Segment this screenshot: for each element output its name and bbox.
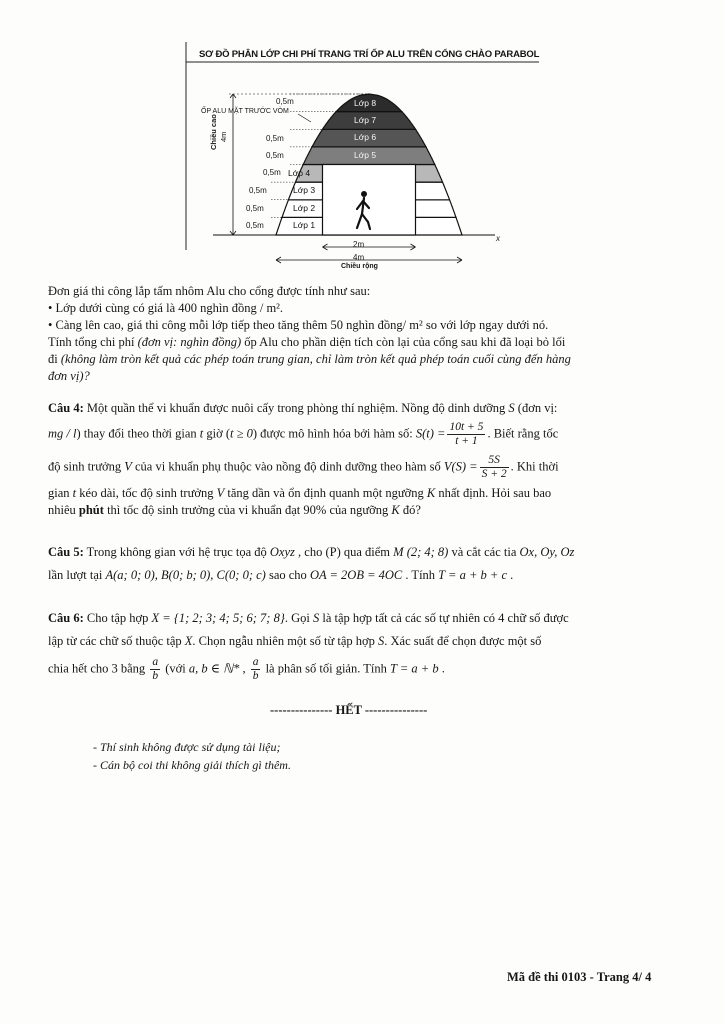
text: (đơn vị: <box>514 401 558 415</box>
fraction-denominator: t + 1 <box>455 435 478 447</box>
dim-arrow-3 <box>457 257 462 260</box>
text: của vi khuẩn phụ thuộc vào nồng độ dinh dưỡng theo hàm số <box>131 459 444 474</box>
q4-label: Câu 4: <box>48 401 84 415</box>
figure-title: SƠ ĐỒ PHÂN LỚP CHI PHÍ TRANG TRÍ ỐP ALU TRÊN CỔNG CHÀO PARABOL <box>199 49 540 60</box>
question-5 <box>48 544 680 584</box>
fraction-numerator: 5S <box>480 454 509 468</box>
text: . Biết rằng tốc <box>487 426 559 441</box>
height-arrow-top <box>233 94 236 98</box>
text: nhiêu <box>48 503 79 517</box>
text: và cắt các tia <box>448 545 520 559</box>
text: kéo dài, tốc độ sinh trưởng <box>76 486 217 500</box>
dim-arrow-3 <box>457 260 462 263</box>
front-label-leader <box>298 114 311 122</box>
text: S <box>312 611 320 625</box>
text: lập từ các chữ số thuộc tập <box>48 634 185 648</box>
text: nhất định. Hỏi sau bao <box>435 486 552 500</box>
intro-line-6: đơn vị)? <box>48 369 90 383</box>
intro-bullet-2 <box>48 317 680 334</box>
text: . Gọi <box>284 611 313 625</box>
layer-2-label: Lớp 2 <box>293 203 316 213</box>
text: sao cho <box>265 568 310 582</box>
text: lần lượt tại <box>48 568 106 582</box>
dim-arrow-0 <box>323 247 328 250</box>
note-1: - Thí sinh không được sử dụng tài liệu; <box>93 740 281 754</box>
text: a, b ∈ ℕ* <box>188 661 240 676</box>
x-axis-letter: x <box>496 234 500 243</box>
parabola-gate-figure <box>183 42 540 274</box>
text: t ≥ 0 <box>229 426 253 441</box>
question-4 <box>48 400 680 519</box>
text: là phân số tối giản. Tính <box>262 661 390 676</box>
text: . Khi thời <box>510 459 559 474</box>
text: (với <box>162 661 189 676</box>
text: đó? <box>399 503 421 517</box>
page-footer: Mã đề thi 0103 - Trang 4/ 4 <box>507 970 652 984</box>
height-arrow-bottom <box>230 231 233 235</box>
dim-arrow-2 <box>276 260 281 263</box>
width-value-label: 4m <box>353 253 365 262</box>
text: Một quần thể vi khuẩn được nuôi cấy trong phòng thí nghiệm. Nồng độ dinh dưỡng <box>83 401 509 415</box>
dim-label-6: 0,5m <box>266 134 284 143</box>
q6-line-1 <box>48 610 680 627</box>
text: nghìn đồng / m². <box>197 301 284 315</box>
text: S <box>508 401 515 415</box>
intro-bullet-1 <box>48 300 680 317</box>
layer-1-label: Lớp 1 <box>293 220 316 230</box>
q6-line-2 <box>48 633 680 650</box>
intro-line-1: Đơn giá thi công lắp tấm nhôm Alu cho cổng được tính như sau: <box>48 284 371 298</box>
fraction-v <box>480 454 509 481</box>
text: V <box>216 486 225 500</box>
dim-arrow-1 <box>411 247 416 250</box>
q4-line-5 <box>48 502 680 519</box>
text: giờ ( <box>203 426 230 441</box>
text: M (2; 4; 8) <box>393 545 449 559</box>
fraction-ab <box>150 656 160 683</box>
text: K <box>426 486 436 500</box>
text: S <box>378 634 385 648</box>
layer-4-label: Lớp 4 <box>288 168 311 178</box>
q4-line-3 <box>48 454 680 481</box>
text: phút <box>78 503 104 517</box>
q5-line-2 <box>48 567 680 584</box>
text: . Tính <box>402 568 439 582</box>
text: thì tốc độ sinh trưởng của vi khuẩn đạt 90% của ngưỡng <box>103 503 392 517</box>
text: X = {1; 2; 3; 4; 5; 6; 7; 8} <box>151 611 285 625</box>
height-arrow-top <box>230 94 233 98</box>
dim-arrow-0 <box>323 244 328 247</box>
fraction-numerator: a <box>152 656 159 668</box>
text: là tập hợp tất cả các số tự nhiên có 4 chữ số được <box>319 611 569 625</box>
dim-arrow-1 <box>411 244 416 247</box>
text: đi <box>48 352 61 366</box>
layer-7-label: Lớp 7 <box>354 115 377 125</box>
dim-label-2: 0,5m <box>246 204 264 213</box>
q6-line-3 <box>48 656 680 683</box>
formula-v: V(S) = <box>443 459 478 474</box>
text: . <box>507 568 514 582</box>
text: T = a + b + c <box>438 568 508 582</box>
layer-3-label: Lớp 3 <box>293 185 316 195</box>
width-axis-label: Chiều rộng <box>341 263 378 270</box>
text: độ sinh trưởng <box>48 459 125 474</box>
text: t <box>199 426 204 441</box>
intro-line-4 <box>48 334 680 351</box>
q6-label: Câu 6: <box>48 611 84 625</box>
text: ốp Alu cho phần diện tích còn lại của cổng sau khi đã loại bỏ lối <box>241 335 566 349</box>
price-step: 50 <box>330 318 343 332</box>
price-base: 400 <box>178 301 197 315</box>
note-2: - Cán bộ coi thi không giải thích gì thêm. <box>93 758 291 772</box>
end-marker: --------------- HẾT --------------- <box>270 703 428 717</box>
text: mg / l <box>48 426 77 441</box>
text: (đơn vị: nghìn đồng) <box>137 335 242 349</box>
text: X <box>184 634 193 648</box>
question-6 <box>48 610 680 683</box>
q4-line-2 <box>48 421 680 448</box>
fraction-ab-2 <box>251 656 261 683</box>
fraction-s <box>447 421 485 448</box>
text: Cho tập hợp <box>83 611 152 625</box>
fraction-numerator: 10t + 5 <box>449 421 484 433</box>
q4-line-1 <box>48 400 680 417</box>
text: nghìn đồng/ m² so với lớp ngay dưới nó. <box>342 318 549 332</box>
gate-diagram <box>183 42 513 274</box>
fraction-denominator: b <box>252 670 259 682</box>
text: gian <box>48 486 73 500</box>
layer-6-label: Lớp 6 <box>354 132 377 142</box>
q4-line-4 <box>48 485 680 502</box>
exam-notes <box>93 738 291 774</box>
text: V <box>124 459 132 474</box>
dim-label-3: 0,5m <box>249 186 267 195</box>
dim-arrow-2 <box>276 257 281 260</box>
height-arrow-bottom <box>233 231 236 235</box>
layer-5-label: Lớp 5 <box>354 150 377 160</box>
text: • Lớp dưới cùng có giá là <box>48 301 179 315</box>
text: (không làm tròn kết quả các phép toán trung gian, chỉ làm tròn kết quả phép toán cuối cùng đến hàng <box>60 352 571 366</box>
dim-label-5: 0,5m <box>266 151 284 160</box>
height-axis-value: 4m <box>219 131 228 142</box>
dim-label-4: 0,5m <box>263 168 281 177</box>
front-alu-label: ỐP ALU MẶT TRƯỚC VÒM <box>201 108 289 115</box>
text: . <box>438 661 445 676</box>
text: K <box>391 503 400 517</box>
text: Oxyz <box>269 545 295 559</box>
fraction-denominator: b <box>152 670 159 682</box>
text: OA = 2OB = 4OC <box>309 568 403 582</box>
layer-8-label: Lớp 8 <box>354 98 377 108</box>
text: A(a; 0; 0), B(0; b; 0), C(0; 0; c) <box>105 568 266 582</box>
fraction-denominator: S + 2 <box>481 468 507 480</box>
text: Trong không gian với hệ trục tọa độ <box>83 545 270 559</box>
text: , cho (P) qua điểm <box>294 545 394 559</box>
intro-line-5 <box>48 351 680 368</box>
text: chia hết cho 3 bằng <box>48 661 149 676</box>
formula-s: S(t) = <box>415 426 446 441</box>
text: . Xác suất để chọn được một số <box>384 634 542 648</box>
text: ) được mô hình hóa bởi hàm số: <box>252 426 416 441</box>
text: ) thay đổi theo thời gian <box>76 426 200 441</box>
text: , <box>239 661 249 676</box>
q5-line-1 <box>48 544 680 561</box>
text: tăng dần và ổn định quanh một ngưỡng <box>224 486 427 500</box>
text: t <box>72 486 77 500</box>
intro-block <box>48 283 680 385</box>
text: Ox, Oy, Oz <box>519 545 575 559</box>
fraction-numerator: a <box>252 656 259 668</box>
door-width-label: 2m <box>353 240 365 249</box>
text: T = a + b <box>390 661 439 676</box>
text: . Chọn ngẫu nhiên một số từ tập hợp <box>192 634 379 648</box>
text: • Càng lên cao, giá thi công mỗi lớp tiếp theo tăng thêm <box>48 318 331 332</box>
dim-label-top: 0,5m <box>276 97 294 106</box>
q5-label: Câu 5: <box>48 545 84 559</box>
dim-label-1: 0,5m <box>246 221 264 230</box>
height-axis-label: Chiều cao <box>209 114 218 150</box>
text: Tính tổng chi phí <box>48 335 138 349</box>
